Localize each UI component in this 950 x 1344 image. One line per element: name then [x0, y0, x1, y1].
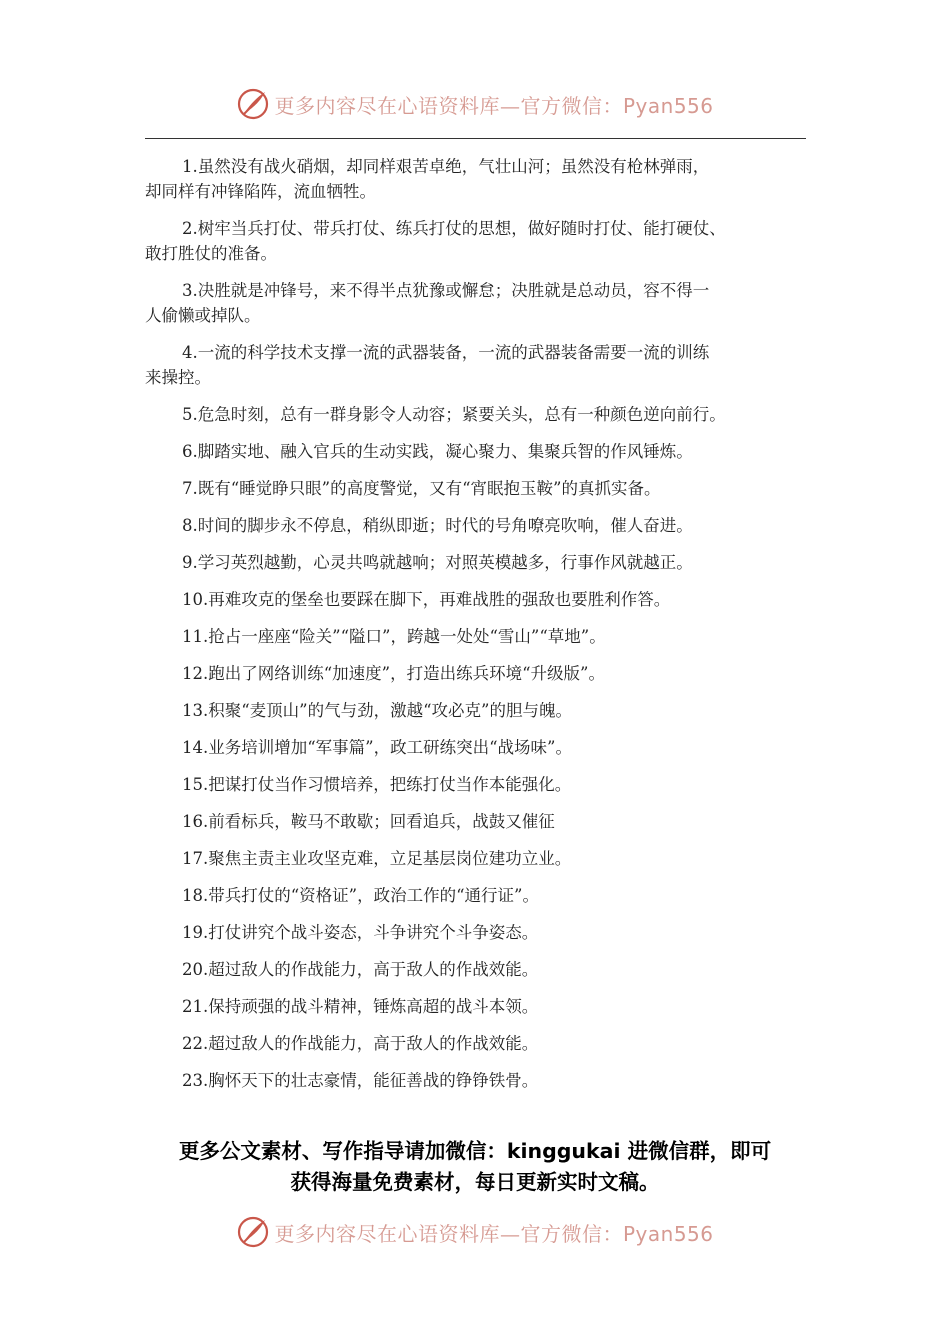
list-item: 9.学习英烈越勤，心灵共鸣就越响；对照英模越多，行事作风就越正。: [182, 553, 693, 572]
list-item: 14.业务培训增加“军事篇”，政工研练突出“战场味”。: [182, 738, 572, 757]
list-item: 2.树牢当兵打仗、带兵打仗、练兵打仗的思想，做好随时打仗、能打硬仗、 敢打胜仗的准备。: [145, 219, 726, 263]
list-item: 4.一流的科学技术支撑一流的武器装备，一流的武器装备需要一流的训练 来操控。: [145, 343, 710, 387]
header-banner: [0, 84, 950, 124]
slogan-list: [145, 154, 810, 1105]
list-item: 10.再难攻克的堡垒也要踩在脚下，再难战胜的强敌也要胜利作答。: [182, 590, 671, 609]
list-item: 21.保持顽强的战斗精神，锤炼高超的战斗本领。: [182, 997, 539, 1016]
list-item: 22.超过敌人的作战能力，高于敌人的作战效能。: [182, 1034, 539, 1053]
list-item: 6.脚踏实地、融入官兵的生动实践，凝心聚力、集聚兵智的作风锤炼。: [182, 442, 693, 461]
list-item: 18.带兵打仗的“资格证”，政治工作的“通行证”。: [182, 886, 539, 905]
wechat-id: Pyan556: [622, 1221, 714, 1246]
list-item: 7.既有“睡觉睁只眼”的高度警觉，又有“宵眠抱玉鞍”的真抓实备。: [182, 479, 661, 498]
header-divider: [145, 138, 806, 139]
list-item: 20.超过敌人的作战能力，高于敌人的作战效能。: [182, 960, 539, 979]
quill-pen-icon: [236, 87, 270, 121]
list-item: 19.打仗讲究个战斗姿态，斗争讲究个斗争姿态。: [182, 923, 539, 942]
list-item: 17.聚焦主责主业攻坚克难，立足基层岗位建功立业。: [182, 849, 572, 868]
footer-banner: [0, 1212, 950, 1252]
list-item: 1.虽然没有战火硝烟，却同样艰苦卓绝，气壮山河；虽然没有枪林弹雨， 却同样有冲锋陷阵，流血牺牲。: [145, 157, 710, 201]
promo-notice: [145, 1136, 805, 1198]
list-item: 3.决胜就是冲锋号，来不得半点犹豫或懈怠；决胜就是总动员，容不得一 人偷懒或掉队。: [145, 281, 710, 325]
list-item: 23.胸怀天下的壮志豪情，能征善战的铮铮铁骨。: [182, 1071, 539, 1090]
list-item: 8.时间的脚步永不停息，稍纵即逝；时代的号角嘹亮吹响，催人奋进。: [182, 516, 693, 535]
list-item: 16.前看标兵，鞍马不敢歇；回看追兵，战鼓又催征: [182, 812, 555, 831]
list-item: 5.危急时刻，总有一群身影令人动容；紧要关头，总有一种颜色逆向前行。: [182, 405, 726, 424]
banner-text: 更多内容尽在心语资料库—官方微信：Pyan556: [274, 1221, 714, 1246]
promo-line-2: 获得海量免费素材，每日更新实时文稿。: [290, 1170, 660, 1194]
list-item: 12.跑出了网络训练“加速度”，打造出练兵环境“升级版”。: [182, 664, 605, 683]
list-item: 15.把谋打仗当作习惯培养，把练打仗当作本能强化。: [182, 775, 572, 794]
promo-line-1: 更多公文素材、写作指导请加微信：kinggukai 进微信群，即可: [178, 1139, 772, 1163]
banner-text: 更多内容尽在心语资料库—官方微信：Pyan556: [274, 93, 714, 118]
wechat-id: Pyan556: [622, 93, 714, 118]
list-item: 13.积聚“麦顶山”的气与劲，激越“攻必克”的胆与魄。: [182, 701, 572, 720]
list-item: 11.抢占一座座“险关”“隘口”，跨越一处处“雪山”“草地”。: [182, 627, 606, 646]
quill-pen-icon: [236, 1215, 270, 1249]
